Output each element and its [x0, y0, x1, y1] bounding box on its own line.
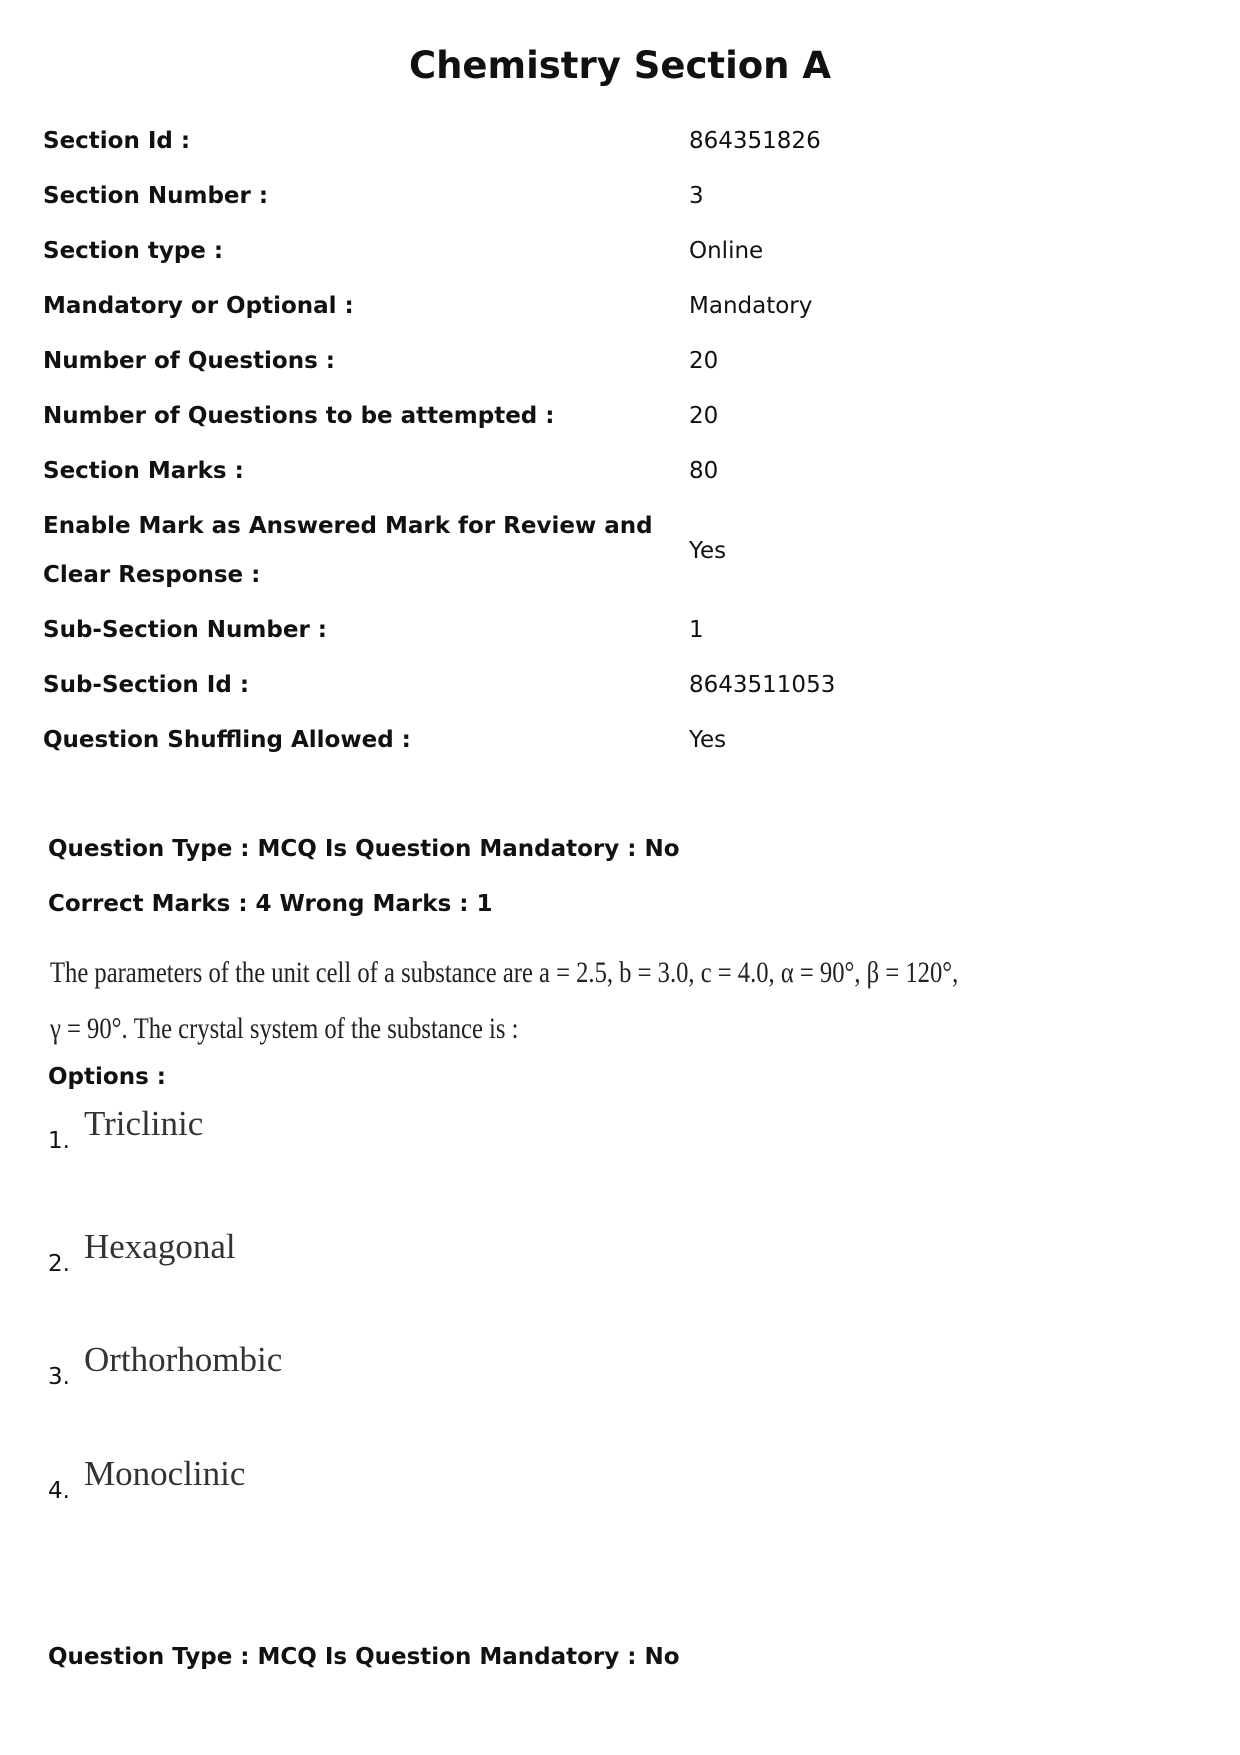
info-row-number-of-questions: [43, 334, 1193, 389]
option-text: Triclinic: [84, 1104, 204, 1143]
info-value: Yes: [689, 537, 727, 564]
info-value: Online: [689, 238, 764, 264]
option-3: [48, 1340, 282, 1392]
info-label: Sub-Section Number :: [43, 617, 328, 643]
info-row-question-shuffling: [43, 713, 1193, 768]
info-label: Section Number :: [43, 183, 269, 209]
info-value: 3: [689, 183, 704, 209]
info-row-enable-mark-as-answered: [43, 499, 1193, 603]
question-text-line-2: γ = 90°. The crystal system of the substance is :: [50, 1012, 519, 1045]
option-number: 1.: [48, 1128, 70, 1154]
info-row-sub-section-number: [43, 603, 1193, 658]
info-label: Number of Questions to be attempted :: [43, 403, 555, 429]
info-value: 20: [689, 403, 719, 429]
info-row-sub-section-id: [43, 658, 1193, 713]
info-label: Section Id :: [43, 128, 191, 154]
option-number: 3.: [48, 1364, 70, 1390]
section-info-table: [43, 114, 1193, 768]
info-value: 8643511053: [689, 672, 836, 698]
page-title: Chemistry Section A: [408, 44, 832, 87]
info-value: 20: [689, 348, 719, 374]
option-4: [48, 1454, 245, 1506]
option-text: Orthorhombic: [84, 1340, 283, 1379]
option-number: 2.: [48, 1251, 70, 1277]
info-row-section-marks: [43, 444, 1193, 499]
info-row-section-number: [43, 169, 1193, 224]
info-value: 1: [689, 617, 704, 643]
info-label: Sub-Section Id :: [43, 672, 250, 698]
question-text-line-1: The parameters of the unit cell of a substance are a = 2.5, b = 3.0, c = 4.0, α = 90°, β = 120°,: [50, 956, 959, 989]
question-marks-line: Correct Marks : 4 Wrong Marks : 1: [48, 891, 493, 917]
info-value: Yes: [689, 727, 727, 753]
info-label: Section type :: [43, 238, 224, 264]
info-label: Mandatory or Optional :: [43, 293, 354, 319]
info-label: Number of Questions :: [43, 348, 335, 374]
options-label: Options :: [48, 1064, 166, 1090]
option-text: Monoclinic: [84, 1454, 246, 1493]
question-2-type-line: Question Type : MCQ Is Question Mandatory : No: [48, 1644, 680, 1670]
info-row-section-type: [43, 224, 1193, 279]
info-value: 80: [689, 458, 719, 484]
info-label: Section Marks :: [43, 458, 244, 484]
info-value: Mandatory: [689, 293, 813, 319]
info-row-mandatory-or-optional: [43, 279, 1193, 334]
option-1: [48, 1104, 203, 1156]
option-text: Hexagonal: [84, 1227, 236, 1266]
question-text: [50, 945, 958, 1057]
info-row-section-id: [43, 114, 1193, 169]
info-label: Question Shuffling Allowed :: [43, 727, 411, 753]
info-label: Enable Mark as Answered Mark for Review and Clear Response :: [43, 513, 653, 588]
option-2: [48, 1227, 236, 1279]
question-type-line: Question Type : MCQ Is Question Mandatory : No: [48, 836, 680, 862]
info-row-questions-to-attempt: [43, 389, 1193, 444]
option-number: 4.: [48, 1478, 70, 1504]
info-value: 864351826: [689, 128, 821, 154]
